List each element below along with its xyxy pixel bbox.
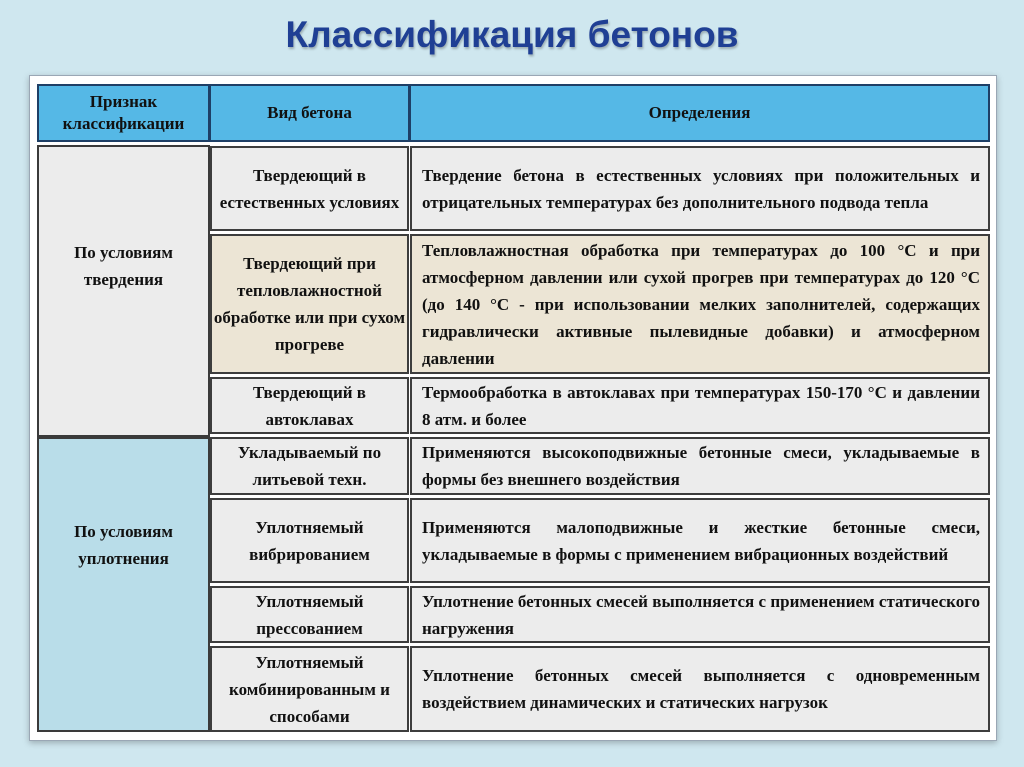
table-row-definition: Твердение бетона в естественных условиях при положительных и отрицательных температурах без дополнительного подвода тепла bbox=[410, 146, 990, 231]
page-title: Классификация бетонов bbox=[285, 14, 739, 55]
header-classification-attribute: Признак классификации bbox=[37, 84, 210, 142]
table-row-definition: Термообработка в автоклавах при температурах 150-170 °С и давлении 8 атм. и более bbox=[410, 377, 990, 434]
header-definitions: Определения bbox=[409, 84, 990, 142]
group-hardening-conditions: По условиям твердения bbox=[37, 145, 210, 437]
table-row-type: Уплотняемый комбинированным и способами bbox=[210, 646, 409, 732]
table-row-type: Укладываемый по литьевой техн. bbox=[210, 437, 409, 495]
table-row-type: Твердеющий в автоклавах bbox=[210, 377, 409, 434]
table-row-definition: Применяются высокоподвижные бетонные смеси, укладываемые в формы без внешнего воздействия bbox=[410, 437, 990, 495]
table-row-definition: Применяются малоподвижные и жесткие бетонные смеси, укладываемые в формы с применением вибрационных воздействий bbox=[410, 498, 990, 583]
header-concrete-type: Вид бетона bbox=[209, 84, 410, 142]
table-row-type: Уплотняемый прессованием bbox=[210, 586, 409, 643]
classification-table bbox=[29, 75, 997, 741]
table-row-definition: Уплотнение бетонных смесей выполняется с применением статического нагружения bbox=[410, 586, 990, 643]
table-row-type: Твердеющий при тепловлажностной обработке или при сухом прогреве bbox=[210, 234, 409, 374]
table-row-type: Уплотняемый вибрированием bbox=[210, 498, 409, 583]
table-row-definition: Тепловлажностная обработка при температурах до 100 °С и при атмосферном давлении или сухой прогрев при температурах до 120 °С (до 140 °С - при использовании мелких заполнителей, содержащих гидравлически активные пылевидные добавки) и атмосферном давлении bbox=[410, 234, 990, 374]
table-row-definition: Уплотнение бетонных смесей выполняется с одновременным воздействием динамических и статических нагрузок bbox=[410, 646, 990, 732]
table-row-type: Твердеющий в естественных условиях bbox=[210, 146, 409, 231]
group-compaction-conditions: По условиям уплотнения bbox=[37, 437, 210, 732]
